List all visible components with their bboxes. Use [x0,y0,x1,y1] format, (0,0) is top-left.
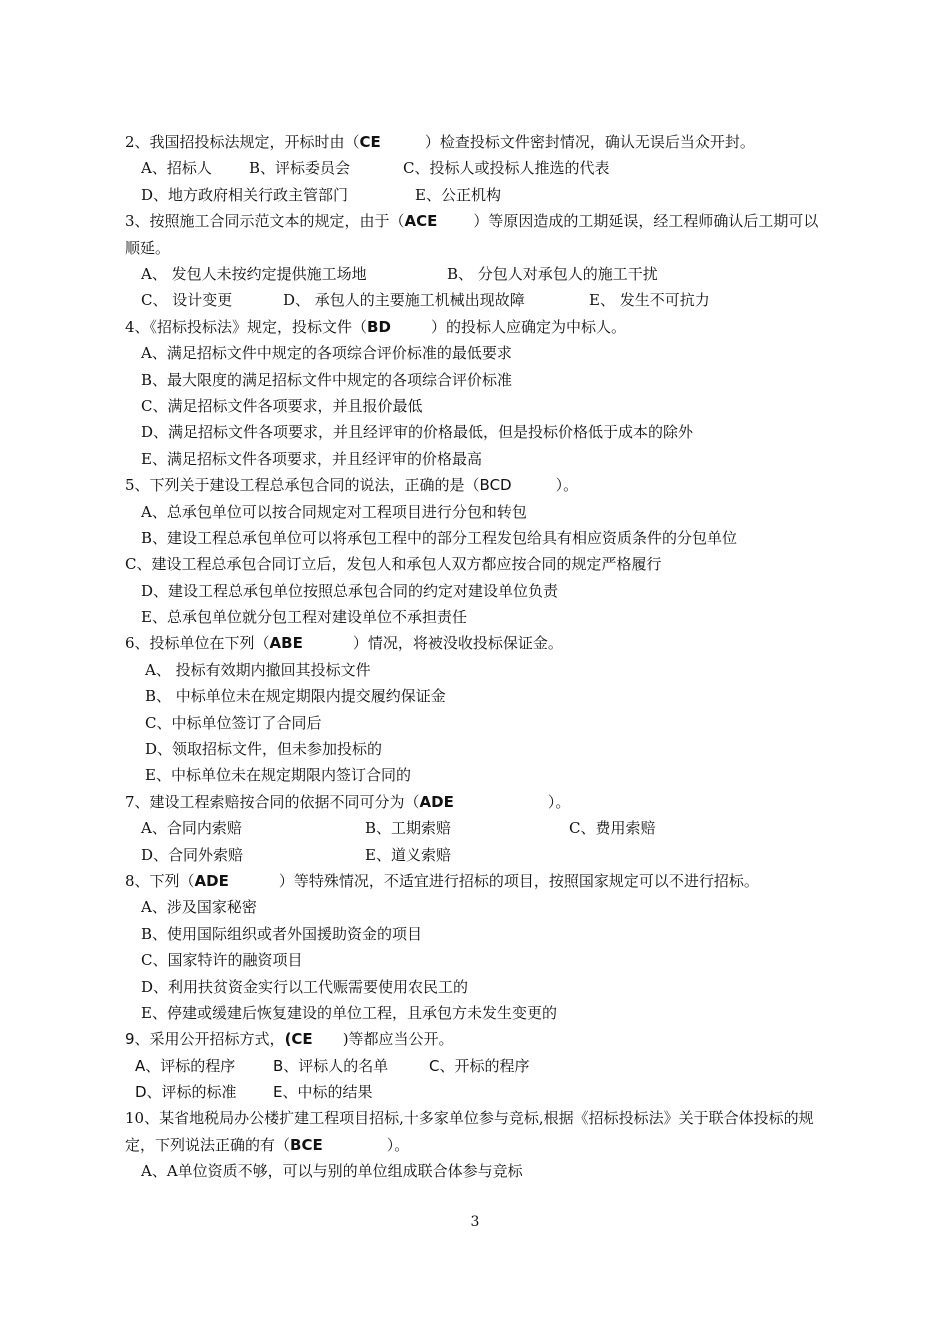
question-5-stem-text-end: ）。 [555,476,579,495]
question-9-answer: CE [291,1030,313,1049]
question-7-stem-text-end: ）。 [547,792,571,811]
question-6-stem [125,630,830,656]
option-b: B、 中标单位未在规定期限内提交履约保证金 [145,687,446,706]
option-d: D、满足招标文件各项要求，并且经评审的价格最低，但是投标价格低于成本的除外 [141,423,694,442]
option-a: A、A单位资质不够，可以与别的单位组成联合体参与竞标 [141,1162,523,1181]
question-7-answer: ADE [419,792,454,811]
question-9-open-paren: ( [284,1030,292,1049]
option-e: E、中标的结果 [273,1083,373,1102]
question-10-stem [125,1105,830,1158]
question-7-stem-text: 7、建设工程索赔按合同的依据不同可分为（ [125,792,420,811]
option-d: D、合同外索赔 [141,845,244,864]
question-3-answer: ACE [404,212,438,231]
question-2-stem-text-end: ）检查投标文件密封情况，确认无误后当众开封。 [424,133,755,151]
question-9-options-row-1 [125,1053,830,1079]
option-b: B、使用国际组织或者外国援助资金的项目 [141,924,423,943]
question-5-stem-text: 5、下列关于建设工程总承包合同的说法，正确的是（ [125,476,480,495]
option-c: C、满足招标文件各项要求，并且报价最低 [141,396,423,415]
option-c: C、 设计变更 [141,291,233,310]
option-d: D、利用扶贫资金实行以工代赈需要使用农民工的 [141,977,469,996]
option-e: E、满足招标文件各项要求，并且经评审的价格最高 [141,449,482,468]
question-7-options-row-2 [125,842,830,868]
question-4-stem [125,314,830,340]
question-2-options-row-1 [125,155,830,181]
option-e: E、公正机构 [415,185,501,204]
option-d: D、地方政府相关行政主管部门 [141,185,349,204]
page-number: 3 [470,1214,480,1230]
option-a: A、合同内索赔 [141,819,242,838]
option-a: A、总承包单位可以按合同规定对工程项目进行分包和转包 [141,502,527,521]
option-a: A、 发包人未按约定提供施工场地 [141,264,367,283]
question-3-stem-text-end: ）等原因造成的工期延误，经工程师确认后工期可以顺延。 [125,212,819,257]
option-b: B、建设工程总承包单位可以将承包工程中的部分工程发包给具有相应资质条件的分包单位 [141,528,738,547]
option-e: E、道义索赔 [365,845,451,864]
question-9-stem-text-end: )等都应当公开。 [342,1030,454,1049]
question-6-stem-text: 6、投标单位在下列（ [125,634,270,653]
option-e: E、中标单位未在规定期限内签订合同的 [145,766,411,785]
question-3-stem [125,208,830,261]
question-9-number: 9 [125,1030,135,1049]
question-7-stem [125,789,830,815]
question-6-answer: ABE [269,634,303,653]
option-d: D、建设工程总承包单位按照总承包合同的约定对建设单位负责 [141,581,559,600]
option-b: B、工期索赔 [365,819,452,838]
option-b: B、最大限度的满足招标文件中规定的各项综合评价标准 [141,370,513,389]
question-8-stem-text-end: ）等特殊情况，不适宜进行招标的项目，按照国家规定可以不进行招标。 [278,871,759,890]
option-d: D、 承包人的主要施工机械出现故障 [283,291,525,310]
question-10-answer: BCE [290,1135,323,1154]
question-3-stem-text: 3、按照施工合同示范文本的规定，由于（ [125,212,405,231]
question-10-stem-text: 10、某省地税局办公楼扩建工程项目招标,十多家单位参与竞标,根据《招标投标法》关于联合体投标的规定，下列说法正确的有（ [125,1109,814,1154]
question-2-options-row-2 [125,182,830,208]
question-2-stem [125,129,830,155]
option-e: E、总承包单位就分包工程对建设单位不承担责任 [141,608,467,627]
question-list [125,129,830,1185]
option-c: C、建设工程总承包合同订立后，发包人和承包人双方都应按合同的规定严格履行 [125,555,662,574]
option-c: C、费用索赔 [569,819,656,838]
question-8-stem-text: 8、下列（ [125,871,195,890]
option-a: A、招标人 [141,159,212,178]
option-a: A、涉及国家秘密 [141,898,257,917]
option-e: E、停建或缓建后恢复建设的单位工程，且承包方未发生变更的 [141,1003,557,1022]
option-c: C、国家特许的融资项目 [141,951,303,970]
question-5-answer: BCD [479,476,512,495]
option-a: A、满足招标文件中规定的各项综合评价标准的最低要求 [141,344,512,363]
option-a: A、评标的程序 [135,1056,236,1075]
option-b: B、评标人的名单 [273,1056,389,1075]
question-10-stem-text-end: ）。 [386,1135,410,1154]
option-d: D、领取招标文件，但未参加投标的 [145,740,383,759]
question-2-stem-text: 2、我国招投标法规定，开标时由（ [125,133,360,151]
question-3-options-row-1 [125,261,830,287]
question-9-stem-text: 、采用公开招标方式， [134,1030,285,1049]
question-6-stem-text-end: ）情况，将被没收投标保证金。 [352,634,563,653]
question-8-answer: ADE [194,871,229,890]
option-c: C、投标人或投标人推选的代表 [403,159,610,178]
option-c: C、中标单位签订了合同后 [145,713,322,732]
question-9-options-row-2 [125,1079,830,1105]
question-5-stem [125,472,830,498]
question-4-answer: BD [367,317,391,336]
option-e: E、 发生不可抗力 [589,291,710,310]
question-9-stem [125,1026,830,1052]
question-3-options-row-2 [125,287,830,313]
option-d: D、评标的标准 [135,1083,237,1102]
question-8-stem [125,868,830,894]
question-4-stem-text-end: ）的投标人应确定为中标人。 [430,317,626,336]
option-b: B、 分包人对承包人的施工干扰 [447,264,658,283]
option-b: B、评标委员会 [249,159,351,178]
option-a: A、 投标有效期内撤回其投标文件 [145,660,371,679]
option-c: C、开标的程序 [429,1056,530,1075]
question-2-answer: CE [359,133,381,151]
question-4-stem-text: 4、《招标投标法》规定，投标文件（ [125,317,368,336]
question-7-options-row-1 [125,815,830,841]
